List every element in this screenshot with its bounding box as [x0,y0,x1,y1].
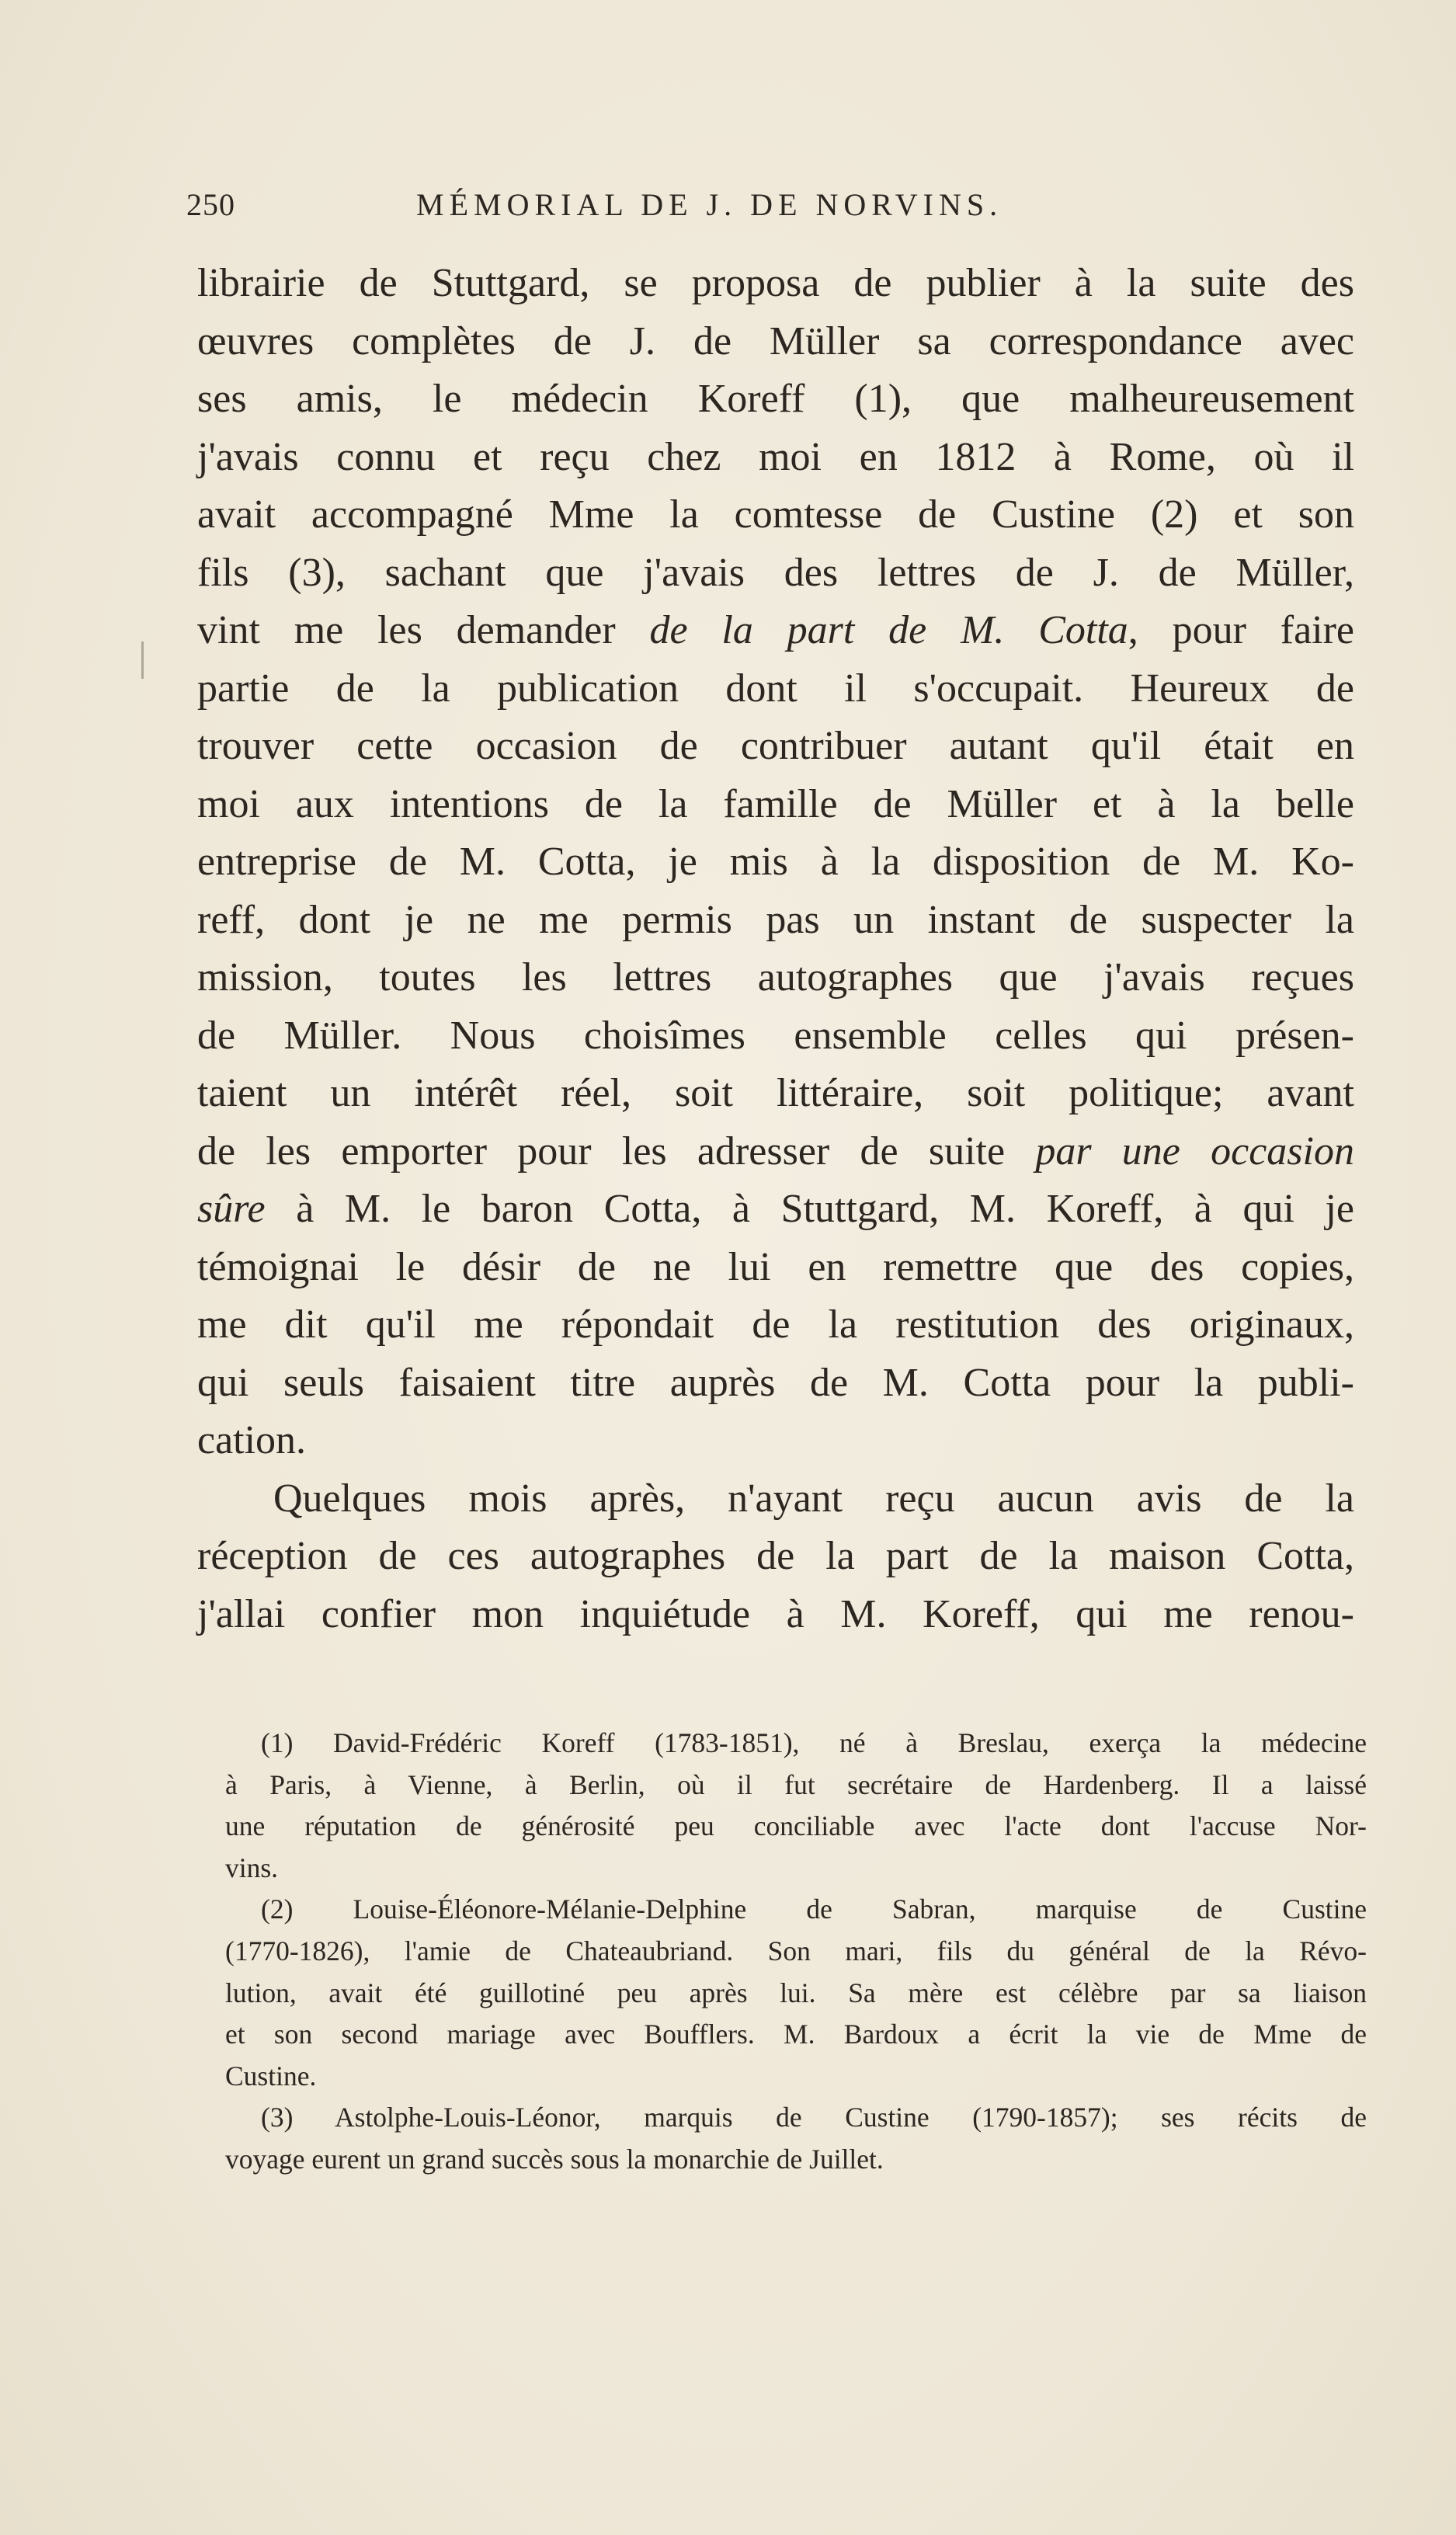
text-line [197,1181,1354,1239]
text-line: mission, toutes les lettres autographes que j'avais reçues [197,955,1354,1000]
text-line [197,1123,1354,1181]
footnote-3-line: (3) Astolphe-Louis-Léonor, marquis de Custine (1790-1857); ses récits de [261,2102,1367,2133]
text-line: me dit qu'il me répondait de la restitution des originaux, [197,1302,1354,1347]
text-line: entreprise de M. Cotta, je mis à la disposition de M. Ko- [197,840,1354,884]
text-run: vint me les demander [197,608,650,652]
text-line: partie de la publication dont il s'occupait. Heureux de [197,666,1354,711]
text-run: de les emporter pour les adresser de suite [197,1128,1036,1174]
footnote-2-line: lution, avait été guillotiné peu après lui. Sa mère est célèbre par sa liaison [225,1977,1367,2008]
footnote-1-line: vins. [225,1852,279,1883]
page-number: 250 [186,187,235,222]
footnote-2-line: et son second mariage avec Boufflers. M. Bardoux a écrit la vie de Mme de [225,2019,1367,2050]
main-text [197,255,1354,1643]
footnote-1-line: une réputation de générosité peu conciliable avec l'acte dont l'accuse Nor- [225,1810,1367,1842]
italic-run: de la part de M. Cotta [649,608,1128,652]
running-head: MÉMORIAL DE J. DE NORVINS. [416,187,1003,222]
text-line: j'avais connu et reçu chez moi en 1812 à Rome, où il [197,434,1354,479]
footnote-1-line: à Paris, à Vienne, à Berlin, où il fut secrétaire de Hardenberg. Il a laissé [225,1768,1367,1800]
text-line: reff, dont je ne me permis pas un instant de suspecter la [197,897,1354,942]
text-line: de Müller. Nous choisîmes ensemble celles qui présen- [197,1013,1354,1058]
footnotes [225,1723,1367,2181]
footnote-2-line: (1770-1826), l'amie de Chateaubriand. Son mari, fils du général de la Révo- [225,1935,1367,1966]
footnote-1-line: (1) David-Frédéric Koreff (1783-1851), né à Breslau, exerça la médecine [261,1727,1367,1758]
text-line: témoignai le désir de ne lui en remettre que des copies, [197,1244,1354,1289]
text-line: ses amis, le médecin Koreff (1), que malheureusement [197,377,1354,421]
text-line: taient un intérêt réel, soit littéraire, soit politique; avant [197,1071,1354,1115]
page-header [186,186,1367,241]
text-line: cation. [197,1418,307,1462]
text-line: trouver cette occasion de contribuer autant qu'il était en [197,724,1354,768]
footnote-3-line: voyage eurent un grand succès sous la monarchie de Juillet. [225,2143,884,2175]
text-line: œuvres complètes de J. de Müller sa correspondance avec [197,318,1354,363]
footnote-2-line: Custine. [225,2060,317,2092]
text-line: qui seuls faisaient titre auprès de M. Cotta pour la publi- [197,1360,1354,1405]
text-line [197,602,1354,660]
italic-run: par une occasion [1035,1128,1354,1174]
text-line: j'allai confier mon inquiétude à M. Koreff, qui me renou- [197,1591,1354,1636]
text-line: moi aux intentions de la famille de Müller et à la belle [197,781,1354,826]
italic-run: sûre [197,1187,266,1231]
margin-mark [141,642,144,679]
text-line: fils (3), sachant que j'avais des lettres de J. de Müller, [197,550,1354,595]
text-line: librairie de Stuttgard, se proposa de publier à la suite des [197,261,1354,305]
text-line: avait accompagné Mme la comtesse de Custine (2) et son [197,492,1354,537]
text-line: réception de ces autographes de la part de la maison Cotta, [197,1534,1354,1578]
paragraph-start-line: Quelques mois après, n'ayant reçu aucun avis de la [273,1476,1354,1521]
text-run: , pour faire [1128,608,1354,652]
text-run: à M. le baron Cotta, à Stuttgard, M. Koreff, à qui je [265,1187,1354,1231]
footnote-2-line: (2) Louise-Éléonore-Mélanie-Delphine de Sabran, marquise de Custine [261,1893,1367,1925]
